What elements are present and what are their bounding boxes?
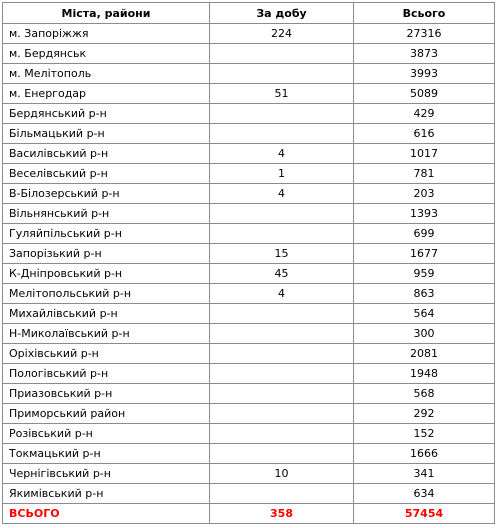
table-row [3,104,495,124]
region-name: м. Запоріжжя [3,24,210,44]
total-count: 699 [354,224,495,244]
total-count: 1677 [354,244,495,264]
table-row [3,464,495,484]
total-count: 781 [354,164,495,184]
region-name: Запорізький р-н [3,244,210,264]
table-row [3,164,495,184]
region-name: Веселівський р-н [3,164,210,184]
table-row [3,24,495,44]
region-name: Вільнянський р-н [3,204,210,224]
total-count: 1393 [354,204,495,224]
region-name: Мелітопольський р-н [3,284,210,304]
region-name: м. Мелітополь [3,64,210,84]
per-day-count: 45 [210,264,354,284]
per-day-count [210,384,354,404]
total-count: 863 [354,284,495,304]
total-count: 429 [354,104,495,124]
region-name: Василівський р-н [3,144,210,164]
covid-stats-table [2,2,495,524]
region-name: Чернігівський р-н [3,464,210,484]
table-row [3,124,495,144]
region-name: м. Енергодар [3,84,210,104]
header-row [3,3,495,24]
per-day-count: 10 [210,464,354,484]
total-count: 3873 [354,44,495,64]
per-day-count [210,44,354,64]
table-row [3,184,495,204]
region-name: Більмацький р-н [3,124,210,144]
region-name: Бердянський р-н [3,104,210,124]
table-row [3,324,495,344]
table-row [3,84,495,104]
table-header [3,3,495,24]
total-count: 2081 [354,344,495,364]
per-day-count [210,64,354,84]
region-name: Михайлівський р-н [3,304,210,324]
per-day-count [210,444,354,464]
table-row [3,364,495,384]
table-row [3,424,495,444]
table-row [3,244,495,264]
total-overall: 57454 [354,504,495,524]
header-cities-districts: Міста, райони [3,3,210,24]
table-row [3,304,495,324]
table-row [3,404,495,424]
per-day-count [210,224,354,244]
total-count: 959 [354,264,495,284]
total-label: ВСЬОГО [3,504,210,524]
per-day-count: 1 [210,164,354,184]
total-count: 292 [354,404,495,424]
region-name: Оріхівський р-н [3,344,210,364]
region-name: Н-Миколаївський р-н [3,324,210,344]
total-count: 616 [354,124,495,144]
region-name: Приморський район [3,404,210,424]
region-name: Розівський р-н [3,424,210,444]
total-count: 300 [354,324,495,344]
total-count: 1666 [354,444,495,464]
total-count: 27316 [354,24,495,44]
table-row [3,344,495,364]
region-name: Гуляйпільський р-н [3,224,210,244]
total-count: 1017 [354,144,495,164]
total-count: 564 [354,304,495,324]
table-row [3,284,495,304]
table-row [3,484,495,504]
per-day-count [210,344,354,364]
per-day-count: 4 [210,284,354,304]
region-name: Приазовський р-н [3,384,210,404]
per-day-count [210,124,354,144]
total-count: 634 [354,484,495,504]
header-total: Всього [354,3,495,24]
total-count: 203 [354,184,495,204]
table-row [3,204,495,224]
per-day-count [210,204,354,224]
per-day-count [210,484,354,504]
table-body [3,24,495,504]
table-footer [3,504,495,524]
per-day-count [210,104,354,124]
per-day-count [210,404,354,424]
region-name: В-Білозерський р-н [3,184,210,204]
table-row [3,384,495,404]
table-row [3,264,495,284]
per-day-count: 4 [210,144,354,164]
total-count: 1948 [354,364,495,384]
per-day-count: 15 [210,244,354,264]
region-name: Пологівський р-н [3,364,210,384]
table-row [3,444,495,464]
per-day-count: 4 [210,184,354,204]
total-row [3,504,495,524]
region-name: К-Дніпровський р-н [3,264,210,284]
total-count: 341 [354,464,495,484]
header-per-day: За добу [210,3,354,24]
total-count: 3993 [354,64,495,84]
table-row [3,64,495,84]
table-row [3,224,495,244]
total-per-day: 358 [210,504,354,524]
table-row [3,44,495,64]
total-count: 568 [354,384,495,404]
region-name: м. Бердянськ [3,44,210,64]
region-name: Токмацький р-н [3,444,210,464]
per-day-count [210,324,354,344]
region-name: Якимівський р-н [3,484,210,504]
total-count: 5089 [354,84,495,104]
per-day-count [210,424,354,444]
per-day-count [210,304,354,324]
per-day-count: 224 [210,24,354,44]
per-day-count [210,364,354,384]
total-count: 152 [354,424,495,444]
table-row [3,144,495,164]
per-day-count: 51 [210,84,354,104]
